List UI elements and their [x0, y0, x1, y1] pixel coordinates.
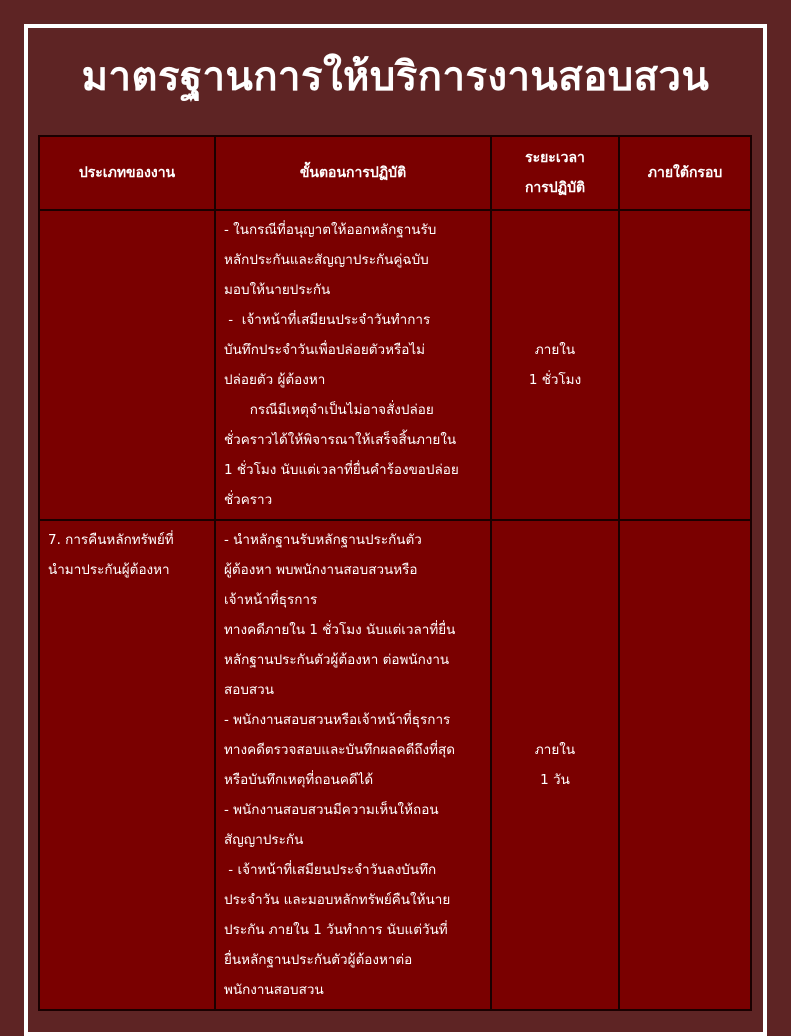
row-framework-cell	[619, 520, 751, 1010]
table-header-row	[39, 136, 751, 210]
step-line: - นำหลักฐานรับหลักฐานประกันตัว	[224, 532, 422, 548]
header-framework: ภายใต้กรอบ	[619, 136, 751, 210]
type-line: นำมาประกันผู้ต้องหา	[48, 562, 170, 578]
step-line: ชั่วคราวได้ให้พิจารณาให้เสร็จสิ้นภายใน	[224, 432, 457, 448]
row-duration-cell	[491, 210, 619, 520]
header-duration	[491, 136, 619, 210]
step-line: - พนักงานสอบสวนมีความเห็นให้ถอน	[224, 802, 439, 818]
row-steps-cell	[215, 210, 491, 520]
step-line: - ในกรณีที่อนุญาตให้ออกหลักฐานรับ	[224, 222, 437, 238]
header-duration-line1: ระยะเวลา	[525, 150, 585, 166]
step-line: บันทึกประจำวันเพื่อปล่อยตัวหรือไม่	[224, 342, 426, 358]
step-line: สัญญาประกัน	[224, 832, 304, 848]
duration-line2: 1 ชั่วโมง	[528, 372, 582, 388]
step-line: มอบให้นายประกัน	[224, 282, 331, 298]
row-steps-cell	[215, 520, 491, 1010]
step-line: เจ้าหน้าที่ธุรการ	[224, 592, 318, 608]
table-row	[39, 210, 751, 520]
service-standard-table	[38, 135, 752, 1011]
duration-line1: ภายใน	[534, 342, 576, 358]
page-title: มาตรฐานการให้บริการงานสอบสวน	[81, 54, 710, 100]
row-type-cell	[39, 210, 215, 520]
step-line: หลักฐานประกันตัวผู้ต้องหา ต่อพนักงาน	[224, 652, 450, 668]
step-line: กรณีมีเหตุจำเป็นไม่อาจสั่งปล่อย	[224, 402, 434, 418]
step-line: - เจ้าหน้าที่เสมียนประจำวันทำการ	[224, 312, 431, 328]
step-line: หลักประกันและสัญญาประกันคู่ฉบับ	[224, 252, 429, 268]
table-row	[39, 520, 751, 1010]
step-line: พนักงานสอบสวน	[224, 982, 324, 998]
step-line: ประจำวัน และมอบหลักทรัพย์คืนให้นาย	[224, 892, 451, 908]
header-type: ประเภทของงาน	[39, 136, 215, 210]
header-duration-line2: การปฏิบัติ	[524, 180, 586, 196]
step-line: สอบสวน	[224, 682, 274, 698]
duration-line1: ภายใน	[534, 742, 576, 758]
step-line: ประกัน ภายใน 1 วันทำการ นับแต่วันที่	[224, 922, 448, 938]
step-line: ชั่วคราว	[224, 492, 273, 508]
step-line: ผู้ต้องหา พบพนักงานสอบสวนหรือ	[224, 562, 418, 578]
type-line: 7. การคืนหลักทรัพย์ที่	[48, 532, 174, 548]
row-type-cell	[39, 520, 215, 1010]
row-duration-cell	[491, 520, 619, 1010]
step-line: - เจ้าหน้าที่เสมียนประจำวันลงบันทึก	[224, 862, 437, 878]
step-line: ทางคดีตรวจสอบและบันทึกผลคดีถึงที่สุด	[224, 742, 456, 758]
step-line: ยื่นหลักฐานประกันตัวผู้ต้องหาต่อ	[224, 952, 413, 968]
step-line: ทางคดีภายใน 1 ชั่วโมง นับแต่เวลาที่ยื่น	[224, 622, 456, 638]
step-line: 1 ชั่วโมง นับแต่เวลาที่ยื่นคำร้องขอปล่อย	[224, 462, 459, 478]
step-line: - พนักงานสอบสวนหรือเจ้าหน้าที่ธุรการ	[224, 712, 451, 728]
header-steps: ขั้นตอนการปฏิบัติ	[215, 136, 491, 210]
step-line: ปล่อยตัว ผู้ต้องหา	[224, 372, 326, 388]
step-line: หรือบันทึกเหตุที่ถอนคดีได้	[224, 772, 374, 788]
duration-line2: 1 วัน	[540, 772, 570, 788]
row-framework-cell	[619, 210, 751, 520]
